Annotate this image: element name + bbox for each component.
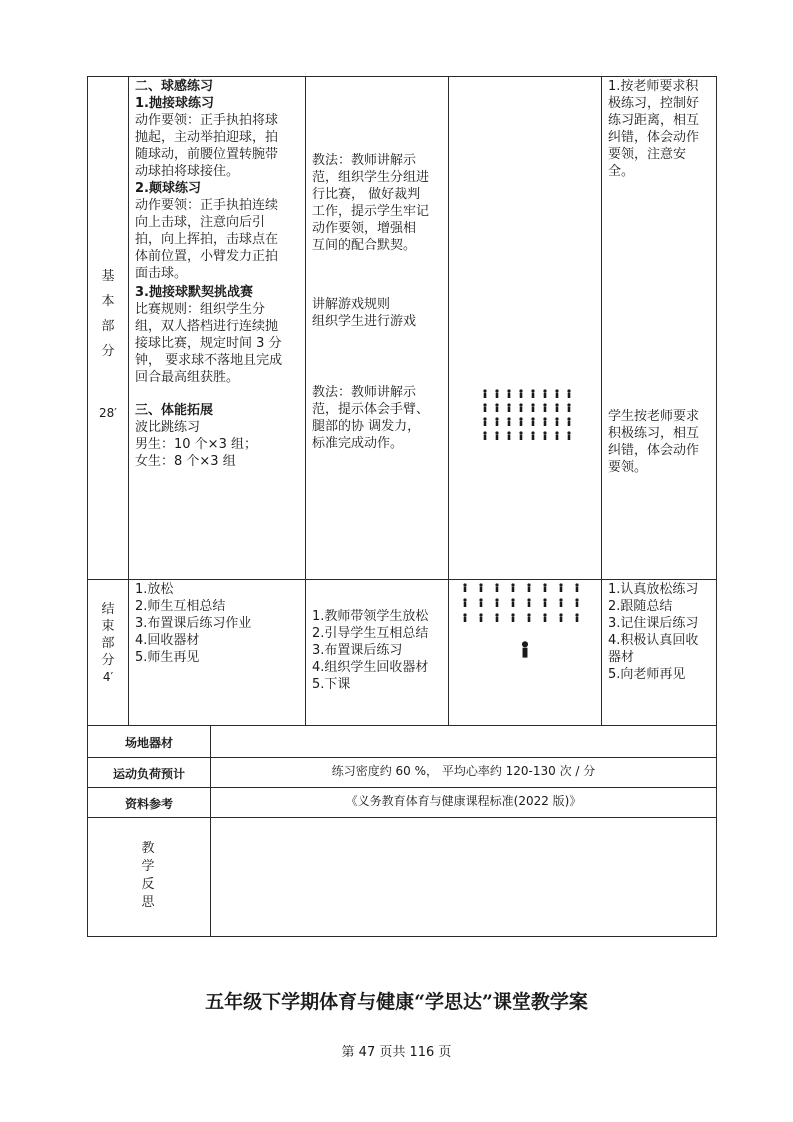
- person-icon: [567, 403, 570, 412]
- person-icon: [531, 403, 534, 412]
- table-border: [87, 936, 717, 937]
- person-icon: [511, 598, 514, 607]
- person-icon: [511, 613, 514, 622]
- table-divider: [601, 76, 602, 725]
- section-heading: 三、体能拓展: [135, 403, 214, 418]
- end-student-activity: 1.认真放松练习 2.跟随总结 3.记住课后练习 4.积极认真回收 器材 5.向老师再见: [608, 582, 699, 682]
- person-icon: [483, 417, 486, 426]
- person-icon: [507, 403, 510, 412]
- table-border: [87, 725, 717, 726]
- formation-diagram-end: [449, 580, 599, 670]
- table-divider: [305, 76, 306, 725]
- page-number: 第 47 页共 116 页: [341, 1045, 452, 1060]
- table-border: [87, 725, 88, 937]
- person-icon: [567, 417, 570, 426]
- load-value: 练习密度约 60 %， 平均心率约 120-130 次 / 分: [331, 764, 596, 778]
- person-icon: [479, 598, 482, 607]
- person-icon: [495, 613, 498, 622]
- table-border: [716, 725, 717, 937]
- table-divider: [87, 817, 717, 818]
- basic-part-label: 基 本 部 分: [101, 269, 115, 359]
- table-divider: [87, 579, 717, 580]
- person-icon: [507, 431, 510, 440]
- reference-value: 《义务教育体育与健康课程标准(2022 版)》: [345, 794, 582, 808]
- person-icon: [575, 613, 578, 622]
- person-icon: [519, 417, 522, 426]
- person-icon: [559, 598, 562, 607]
- document-title: 五年级下学期体育与健康“学思达”课堂教学案: [205, 991, 588, 1013]
- drill-title: 1.抛接球练习: [135, 96, 214, 111]
- drill-title: 3.抛接球默契挑战赛: [135, 285, 253, 300]
- reference-label: 资料参考: [124, 797, 173, 811]
- table-divider: [87, 757, 717, 758]
- table-divider: [87, 787, 717, 788]
- person-icon: [543, 403, 546, 412]
- person-icon: [495, 417, 498, 426]
- person-icon: [575, 583, 578, 592]
- person-icon: [527, 598, 530, 607]
- drill-description: 波比跳练习 男生：10 个×3 组； 女生：8 个×3 组: [135, 420, 257, 469]
- person-icon: [495, 389, 498, 398]
- person-icon: [507, 389, 510, 398]
- person-icon: [463, 583, 466, 592]
- equipment-label: 场地器材: [124, 736, 173, 750]
- drill-description: 动作要领：正手执拍将球 抛起，主动举拍迎球，拍 随球动，前腰位置转腕带 动球拍将球接住。: [135, 113, 279, 179]
- person-icon: [531, 431, 534, 440]
- table-border: [87, 76, 717, 77]
- person-icon: [483, 389, 486, 398]
- person-icon: [555, 431, 558, 440]
- person-icon: [519, 431, 522, 440]
- person-icon: [531, 389, 534, 398]
- person-icon: [479, 613, 482, 622]
- person-icon: [555, 403, 558, 412]
- person-icon: [519, 389, 522, 398]
- person-icon: [543, 613, 546, 622]
- end-teacher-method: 1.教师带领学生放松 2.引导学生互相总结 3.布置课后练习 4.组织学生回收器材 5.下课: [312, 609, 429, 692]
- basic-content: [135, 78, 303, 470]
- person-icon: [463, 613, 466, 622]
- person-icon: [495, 403, 498, 412]
- end-content: 1.放松 2.师生互相总结 3.布置课后练习作业 4.回收器材 5.师生再见: [135, 582, 252, 665]
- end-part-label: 结 束 部 分: [101, 602, 115, 668]
- person-icon: [483, 431, 486, 440]
- person-icon: [495, 583, 498, 592]
- person-icon: [555, 389, 558, 398]
- person-icon: [531, 417, 534, 426]
- end-part-time: 4′: [102, 670, 114, 684]
- person-icon: [495, 598, 498, 607]
- table-border: [716, 76, 717, 725]
- section-heading: 二、球感练习: [135, 79, 214, 94]
- drill-title: 2.颠球练习: [135, 181, 201, 196]
- person-icon: [543, 598, 546, 607]
- teacher-method-1: 教法：教师讲解示 范，组织学生分组进 行比赛， 做好裁判 工作，提示学生牢记 动作要领，增强相 互间的配合默契。: [312, 153, 430, 253]
- person-icon: [543, 417, 546, 426]
- person-icon: [567, 389, 570, 398]
- student-activity-2: 学生按老师要求 积极练习，相互 纠错，体会动作 要领。: [608, 409, 700, 475]
- basic-part-time: 28′: [99, 406, 117, 420]
- person-icon: [543, 389, 546, 398]
- drill-description: 比赛规则：组织学生分 组，双人搭档进行连续抛 接球比赛，规定时间 3 分 钟， 要求球不落地且完成 回合最高组获胜。: [135, 302, 283, 385]
- person-icon: [511, 583, 514, 592]
- drill-description: 动作要领：正手执拍连续 向上击球，注意向后引 拍，向上挥拍，击球点在 体前位置，小臂发力正拍 面击球。: [135, 198, 279, 281]
- teacher-method-2: 讲解游戏规则 组织学生进行游戏: [312, 297, 417, 329]
- person-icon: [522, 641, 528, 657]
- person-icon: [527, 583, 530, 592]
- person-icon: [507, 417, 510, 426]
- person-icon: [559, 583, 562, 592]
- load-label: 运动负荷预计: [112, 767, 185, 781]
- person-icon: [483, 403, 486, 412]
- person-icon: [567, 431, 570, 440]
- person-icon: [575, 598, 578, 607]
- person-icon: [543, 583, 546, 592]
- person-icon: [543, 431, 546, 440]
- person-icon: [463, 598, 466, 607]
- person-icon: [479, 583, 482, 592]
- teacher-method-3: 教法：教师讲解示 范，提示体会手臂、 腿部的协 调发力， 标准完成动作。: [312, 385, 430, 451]
- table-divider: [210, 725, 211, 937]
- reflection-label: 教 学 反 思: [141, 841, 155, 910]
- person-icon: [559, 613, 562, 622]
- person-icon: [555, 417, 558, 426]
- person-icon: [519, 403, 522, 412]
- person-icon: [495, 431, 498, 440]
- table-divider: [128, 76, 129, 725]
- student-activity-1: 1.按老师要求积 极练习，控制好 练习距离，相互 纠错，体会动作 要领，注意安 全。: [608, 79, 700, 179]
- formation-diagram-basic: [449, 380, 599, 450]
- person-icon: [527, 613, 530, 622]
